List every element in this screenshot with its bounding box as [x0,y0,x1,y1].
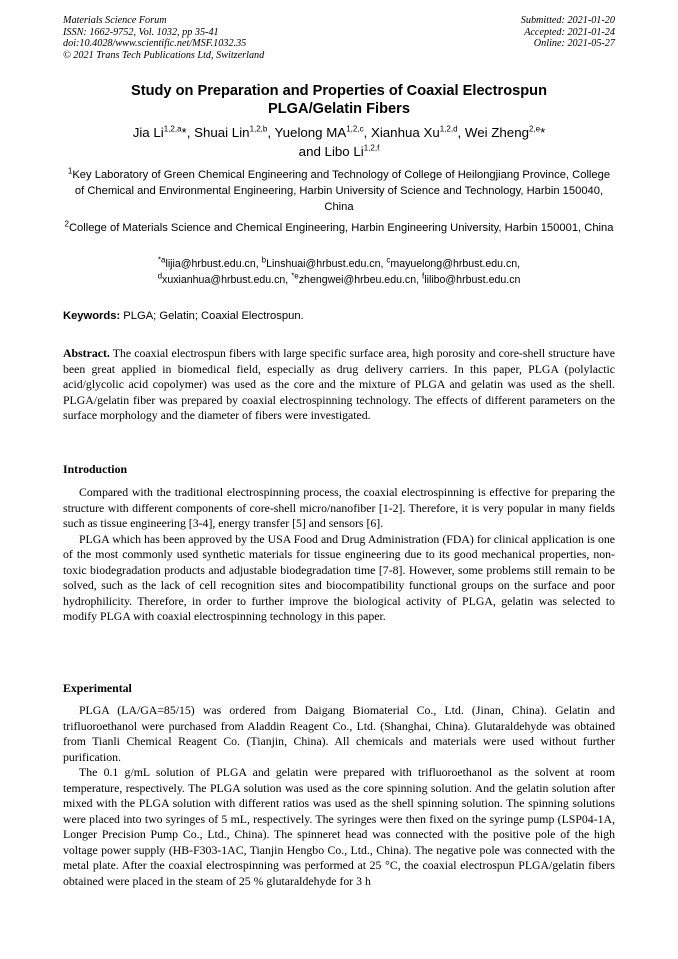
email[interactable]: $^f$lilibo@hrbust.edu.cn [422,271,521,286]
submitted-date: Submitted: 2021-01-20 [520,15,615,26]
author: Shuai Lin$^{1,2,b}$, [194,124,275,140]
journal-info [63,15,264,61]
copyright-line: © 2021 Trans Tech Publications Ltd, Switzerland [63,49,265,61]
paper-title [63,82,615,118]
author: Wei Zheng$^{2,e}$* [464,124,546,140]
abstract-label: Abstract. [63,346,110,360]
paragraph: Compared with the traditional electrospinning process, the coaxial electrospinning is effective for preparing the structure with different components of core-shell micro/nanofiber [1-2]. Therefore, it is very popular in many fields such as tissue engineering [3-4], energy transfer [5] and sensors [6]. [63,485,615,530]
author: Jia Li$^{1,2,a}$*, [132,124,195,140]
email[interactable]: $^{*a}$lijia@hrbust.edu.cn, [157,255,262,270]
paragraph: PLGA (LA/GA=85/15) was ordered from Daigang Biomaterial Co., Ltd. (Jinan, China). Gelatin and trifluoroethanol were purchased from Aladdin Reagent Co., Ltd. (Shanghai, China). Glutaraldehyde was obtained from Tianli Chemical Reagent Co. (Tianjin, China). All chemicals and materials were used without further purification. [63,703,615,764]
email[interactable]: $^{*e}$zhengwei@hrbeu.edu.cn, [291,271,422,286]
title-line: PLGA/Gelatin Fibers [268,101,410,117]
email[interactable]: $^c$mayuelong@hrbust.edu.cn, [386,255,521,270]
affiliation-2: $^2$College of Materials Science and Chemical Engineering, Harbin Engineering University, Harbin 150001, China [64,219,614,234]
journal-name: Materials Science Forum [63,15,167,26]
keywords-label: Keywords: [63,310,121,322]
introduction-body [63,485,615,625]
publication-dates [521,15,615,50]
keywords-text: PLGA; Gelatin; Coaxial Electrospun. [120,310,304,322]
accepted-date: Accepted: 2021-01-24 [524,26,615,38]
online-date: Online: 2021-05-27 [533,38,615,50]
author: and Libo Li$^{1,2,f}$ [298,143,380,159]
paragraph: The 0.1 g/mL solution of PLGA and gelatin were prepared with trifluoroethanol as the solvent at room temperature, respectively. The PLGA solution was used as the core spinning solution. And the gelatin solution after mixed with the PLGA solution with different ratios was used as the shell spinning solution. The spinning solutions were placed into two syringes of 5 mL, respectively. The syringes were then fixed on the syringe pump (LSP04-1A, Longer Precision Pump Co., Ltd., China). The spinneret head was connected with the positive pole of the high voltage power supply (HB-F303-1AC, Tianjin Hengbo Co., Ltd., China). The negative pole was connected with the metal plate. After the coaxial electrospinning was performed at 25 °C, the coaxial electrospun PLGA/gelatin fibers obtained were placed in the steam of 25 % glutaraldehyde for 3 h [63,765,615,888]
issn-line: ISSN: 1662-9752, Vol. 1032, pp 35-41 [63,26,219,38]
title-line: Study on Preparation and Properties of Coaxial Electrospun [130,83,547,99]
abstract [63,346,615,424]
affiliation-1: $^1$Key Laboratory of Green Chemical Engineering and Technology of College of Heilongjiang Province, College of Chemical and Environmental Engineering, Harbin University of Science and Technology, Harbin 150040, China [67,166,611,213]
keywords [63,309,615,324]
author: Yuelong MA$^{1,2,c}$, [274,124,371,140]
experimental-body [63,703,615,889]
abstract-text: The coaxial electrospun fibers with large specific surface area, high porosity and core-shell structure have been great applied in biomedical field, especially as drug delivery carriers. In this paper, PLGA (polylactic acid/glycolic acid copolymer) was used as the core and the mixture of PLGA and gelatin was used as the shell. PLGA/gelatin fiber was prepared by coaxial electrospinning technology. The effects of different parameters on the surface morphology and the diameter of fibers were investigated. [63,346,615,422]
author: Xianhua Xu$^{1,2,d}$, [370,124,465,140]
email[interactable]: $^b$Linshuai@hrbust.edu.cn, [261,255,387,270]
email-list [63,257,615,288]
doi-line: doi:10.4028/www.scientific.net/MSF.1032.35 [63,38,247,50]
paragraph: PLGA which has been approved by the USA Food and Drug Administration (FDA) for clinical application is one of the most commonly used synthetic materials for tissue engineering due to its good mechanical properties, non-toxic biodegradation products and adjustable biodegradation time [7-8]. However, some problems still remain to be solved, such as the lack of cell recognition sites and biocompatibility functional groups on the surface and poor hydrophilicity. Therefore, in order to further improve the biological activity of PLGA, gelatin was selected to modify PLGA with coaxial electrospinning technology in this paper. [63,531,615,623]
section-heading-introduction: Introduction [63,462,128,476]
email[interactable]: $^d$xuxianhua@hrbust.edu.cn, [157,271,292,286]
section-heading-experimental: Experimental [63,681,132,695]
author-list [63,124,615,161]
